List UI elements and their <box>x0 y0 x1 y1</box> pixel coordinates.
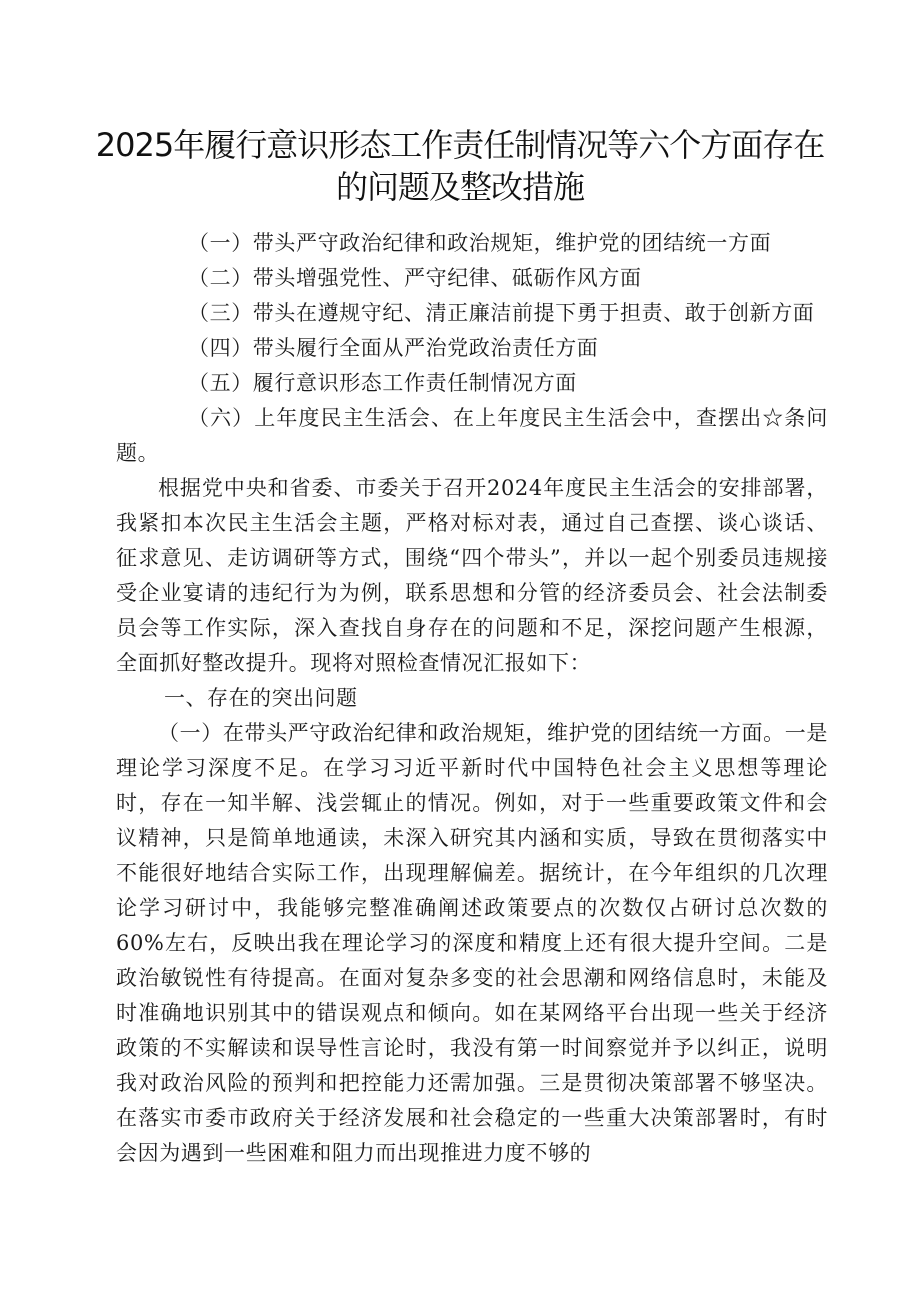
toc-item-2: （二）带头增强党性、严守纪律、砥砺作风方面 <box>188 266 642 290</box>
toc-item-1: （一）带头严守政治纪律和政治规矩，维护党的团结统一方面 <box>188 231 772 255</box>
section-heading: 一、存在的突出问题 <box>164 686 358 710</box>
toc-item-5: （五）履行意识形态工作责任制情况方面 <box>188 371 577 395</box>
intro-paragraph: 根据党中央和省委、市委关于召开2024年度民主生活会的安排部署，我紧扣本次民主生活会主题，严格对标对表，通过自己查摆、谈心谈话、征求意见、走访调研等方式，围绕“四个带头”，并以一起个别委员违规接受企业宴请的违纪行为为例，联系思想和分管的经济委员会、社会法制委员会等工作实际，深入查找自身存在的问题和不足，深挖问题产生根源，全面抓好整改提升。现将对照检查情况汇报如下： <box>116 476 828 675</box>
document-title: 2025年履行意识形态工作责任制情况等六个方面存在的问题及整改措施 <box>95 126 825 206</box>
toc-item-6: （六）上年度民主生活会、在上年度民主生活会中，查摆出☆条问题。 <box>116 406 828 465</box>
section-paragraph: （一）在带头严守政治纪律和政治规矩，维护党的团结统一方面。一是理论学习深度不足。在学习习近平新时代中国特色社会主义思想等理论时，存在一知半解、浅尝辄止的情况。例如，对于一些重要政策文件和会议精神，只是简单地通读，未深入研究其内涵和实质，导致在贯彻落实中不能很好地结合实际工作，出现理解偏差。据统计，在今年组织的几次理论学习研讨中，我能够完整准确阐述政策要点的次数仅占研讨总次数的60%左右，反映出我在理论学习的深度和精度上还有很大提升空间。二是政治敏锐性有待提高。在面对复杂多变的社会思潮和网络信息时，未能及时准确地识别其中的错误观点和倾向。如在某网络平台出现一些关于经济政策的不实解读和误导性言论时，我没有第一时间察觉并予以纠正，说明我对政治风险的预判和把控能力还需加强。三是贯彻决策部署不够坚决。在落实市委市政府关于经济发展和社会稳定的一些重大决策部署时，有时会因为遇到一些困难和阻力而出现推进力度不够的 <box>116 721 828 1165</box>
document-body <box>116 226 828 1171</box>
toc-item-3: （三）带头在遵规守纪、清正廉洁前提下勇于担责、敢于创新方面 <box>188 301 815 325</box>
toc-item-4: （四）带头履行全面从严治党政治责任方面 <box>188 336 599 360</box>
